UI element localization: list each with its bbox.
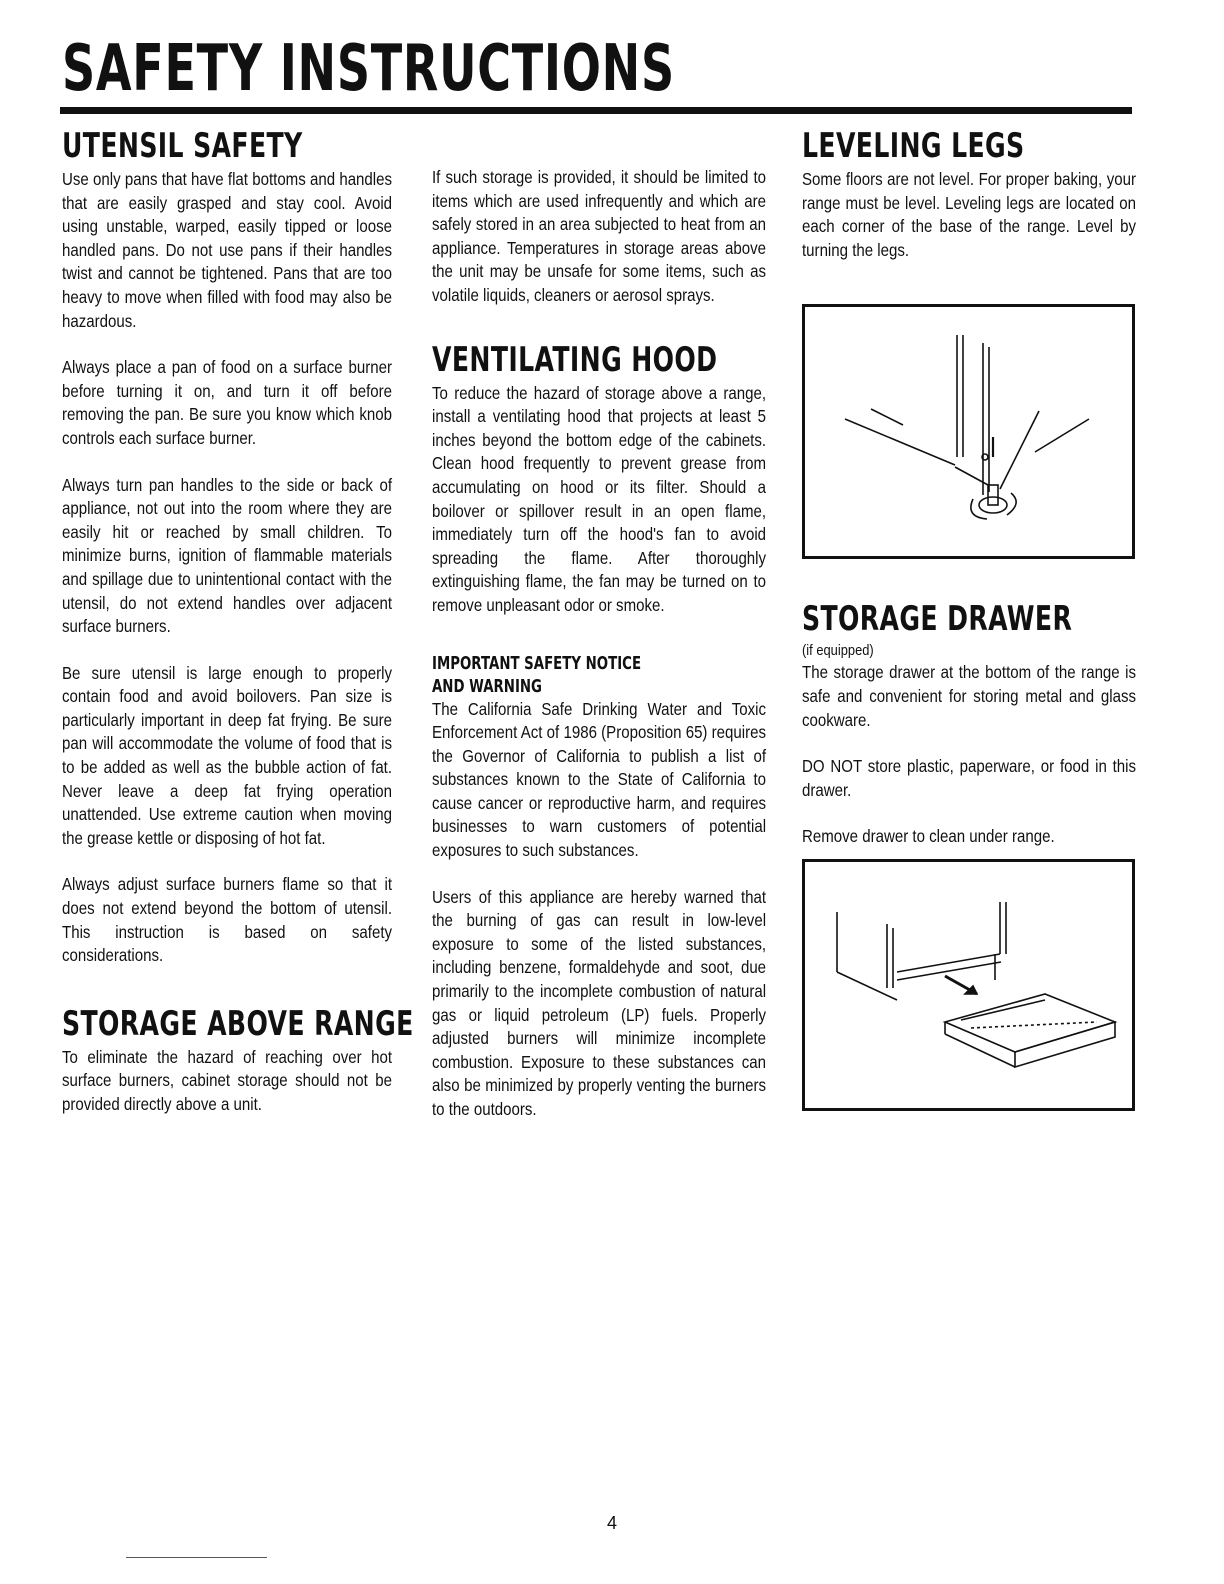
storage-drawer-drawing	[805, 862, 1132, 1108]
page-number: 4	[606, 1513, 617, 1533]
column-middle	[432, 166, 766, 1122]
leveling-leg-illustration	[802, 304, 1135, 559]
storage-drawer-note: (if equipped)	[802, 642, 874, 660]
leveling-legs-paragraph: Some floors are not level. For proper baking, your range must be level. Leveling legs are located on each corner of the base of the range. Level by turning the legs.	[802, 169, 1137, 260]
ventilating-hood-heading: VENTILATING HOOD	[432, 339, 718, 380]
notice-heading-line-1: IMPORTANT SAFETY NOTICE	[432, 652, 642, 674]
ventilating-hood-paragraph: To reduce the hazard of storage above a range, install a ventilating hood that projects at least 5 inches beyond the bottom edge of the cabinets. Clean hood frequently to prevent grease from accumulating on hood or its filter. Should a boilover or spillover result in an open flame, immediately turn off the hood's fan to avoid spreading the flame. After thoroughly extinguishing flame, the fan may be turned on to remove unpleasant odor or smoke.	[432, 382, 767, 615]
storage-above-range-paragraph-1: To eliminate the hazard of reaching over hot surface burners, cabinet storage should not be provided directly above a unit.	[62, 1046, 393, 1114]
utensil-safety-heading: UTENSIL SAFETY	[62, 126, 303, 166]
leveling-legs-heading: LEVELING LEGS	[802, 126, 1025, 166]
utensil-safety-paragraph-2: Always place a pan of food on a surface burner before turning it on, and turn it off before removing the pan. Be sure you know which knob controls each surface burner.	[62, 357, 393, 448]
utensil-safety-paragraph-4: Be sure utensil is large enough to properly contain food and avoid boilovers. Pan size is particularly important in deep fat frying. Be sure pan will accommodate the volume of food that is to be added as well as the bubble action of fat. Never leave a deep fat frying operation unattended. Use extreme caution when moving the grease kettle or disposing of hot fat.	[62, 662, 393, 848]
utensil-safety-paragraph-5: Always adjust surface burners flame so that it does not extend beyond the bottom of utensil. This instruction is based on safety considerations.	[62, 874, 393, 966]
title-rule	[60, 107, 1132, 114]
storage-above-range-paragraph-2: If such storage is provided, it should be limited to items which are used infrequently and which are safely stored in an area subjected to heat from an appliance. Temperatures in storage areas above the unit may be unsafe for some items, such as volatile liquids, cleaners or aerosol sprays.	[432, 167, 767, 305]
column-right	[802, 124, 1136, 1111]
notice-paragraph-2: Users of this appliance are hereby warned that the burning of gas can result in low-level exposure to some of the listed substances, including benzene, formaldehyde and soot, due primarily to the incomplete combustion of natural gas or liquid petroleum (LP) fuels. Properly adjusted burners will minimize incomplete combustion. Exposure to these substances can also be minimized by properly venting the burners to the outdoors.	[432, 886, 767, 1119]
storage-drawer-illustration	[802, 859, 1135, 1111]
utensil-safety-paragraph-1: Use only pans that have flat bottoms and handles that are easily grasped and stay cool. Avoid using unstable, warped, easily tipped or loose handled pans. Do not use pans if their handles twist and cannot be tightened. Pans that are too heavy to move when filled with food may also be hazardous.	[62, 169, 393, 331]
storage-drawer-heading: STORAGE DRAWER	[802, 599, 1073, 640]
storage-drawer-paragraph-2: DO NOT store plastic, paperware, or food in this drawer.	[802, 756, 1137, 800]
storage-drawer-paragraph-3: Remove drawer to clean under range.	[802, 826, 1055, 847]
leveling-leg-drawing	[805, 307, 1132, 556]
storage-drawer-paragraph-1: The storage drawer at the bottom of the range is safe and convenient for storing metal and glass cookware.	[802, 662, 1137, 730]
page-title: SAFETY INSTRUCTIONS	[62, 32, 675, 106]
storage-above-range-heading: STORAGE ABOVE RANGE	[62, 1003, 414, 1044]
column-left	[62, 124, 414, 1117]
utensil-safety-paragraph-3: Always turn pan handles to the side or back of appliance, not out into the room where they are easily hit or reached by small children. To minimize burns, ignition of flammable materials and spillage due to unintentional contact with the utensil, do not extend handles over adjacent surface burners.	[62, 474, 393, 637]
notice-paragraph-1: The California Safe Drinking Water and Toxic Enforcement Act of 1986 (Proposition 65) requires the Governor of California to publish a list of substances known to the State of California to cause cancer or reproductive harm, and requires businesses to warn customers of potential exposures to such substances.	[432, 698, 767, 861]
notice-heading-line-2: AND WARNING	[432, 675, 542, 697]
footer-rule	[126, 1557, 267, 1558]
